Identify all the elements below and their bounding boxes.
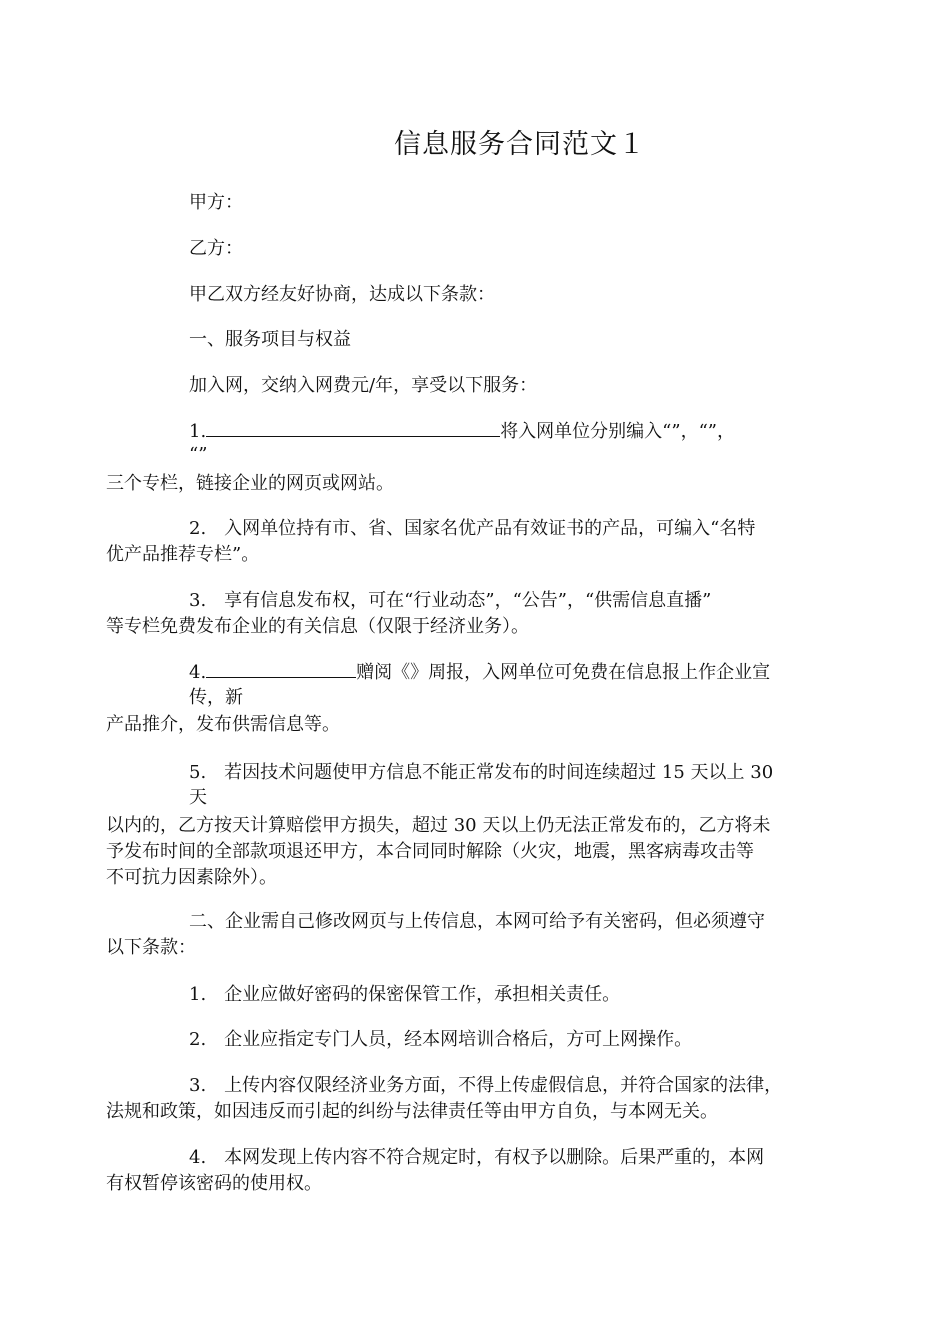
item5-line3: 予发布时间的全部款项退还甲方，本合同同时解除（火灾，地震，黑客病毒攻击等 xyxy=(106,841,754,862)
s2-item3-line2: 法规和政策，如因违反而引起的纠纷与法律责任等由甲方自负，与本网无关。 xyxy=(106,1101,718,1122)
item3-line2: 等专栏免费发布企业的有关信息（仅限于经济业务）。 xyxy=(106,616,529,637)
item4-wrap: 传，新 xyxy=(189,687,243,708)
intro-paragraph: 甲乙双方经友好协商，达成以下条款： xyxy=(189,284,495,305)
section1-intro: 加入网，交纳入网费元/年，享受以下服务： xyxy=(189,375,538,396)
item5-line1: 5. 若因技术问题使甲方信息不能正常发布的时间连续超过 15 天以上 30 xyxy=(189,762,774,783)
item3-line1: 3. 享有信息发布权，可在“行业动态”，“公告”，“供需信息直播” xyxy=(189,590,712,611)
item4-number: 4. xyxy=(189,662,207,683)
s2-item4-line1: 4. 本网发现上传内容不符合规定时，有权予以删除。后果严重的，本网 xyxy=(189,1147,765,1168)
item2-line1: 2. 入网单位持有市、省、国家名优产品有效证书的产品，可编入“名特 xyxy=(189,518,756,539)
item4-continuation: 产品推介，发布供需信息等。 xyxy=(106,714,340,735)
item1-continuation: 三个专栏，链接企业的网页或网站。 xyxy=(106,473,394,494)
item2-line2: 优产品推荐专栏”。 xyxy=(106,544,260,565)
item4-line xyxy=(189,661,770,685)
item4-blank xyxy=(206,661,356,678)
item1-text: 将入网单位分别编入“”，“”， xyxy=(500,421,735,442)
s2-item3-line1: 3. 上传内容仅限经济业务方面，不得上传虚假信息，并符合国家的法律， xyxy=(189,1075,783,1096)
item5-line4: 不可抗力因素除外）。 xyxy=(106,867,277,888)
item4-text: 赠阅《》周报，入网单位可免费在信息报上作企业宣 xyxy=(356,662,771,683)
section1-heading: 一、服务项目与权益 xyxy=(189,329,351,350)
item5-wrap: 天 xyxy=(189,787,207,808)
document-title: 信息服务合同范文１ xyxy=(394,129,646,160)
section2-line2: 以下条款： xyxy=(106,937,196,958)
s2-item2: 2. 企业应指定专门人员，经本网培训合格后，方可上网操作。 xyxy=(189,1029,693,1050)
s2-item4-line2: 有权暂停该密码的使用权。 xyxy=(106,1173,322,1194)
item1-number: 1. xyxy=(189,421,207,442)
s2-item1: 1. 企业应做好密码的保密保管工作，承担相关责任。 xyxy=(189,984,621,1005)
section2-line1: 二、企业需自己修改网页与上传信息，本网可给予有关密码，但必须遵守 xyxy=(189,911,765,932)
party-a-label: 甲方： xyxy=(189,192,243,213)
item1-line xyxy=(189,420,735,444)
party-b-label: 乙方： xyxy=(189,238,243,259)
item5-line2: 以内的，乙方按天计算赔偿甲方损失，超过 30 天以上仍无法正常发布的，乙方将未 xyxy=(106,815,771,836)
item1-blank xyxy=(206,420,500,437)
item1-quote: “” xyxy=(189,444,208,465)
